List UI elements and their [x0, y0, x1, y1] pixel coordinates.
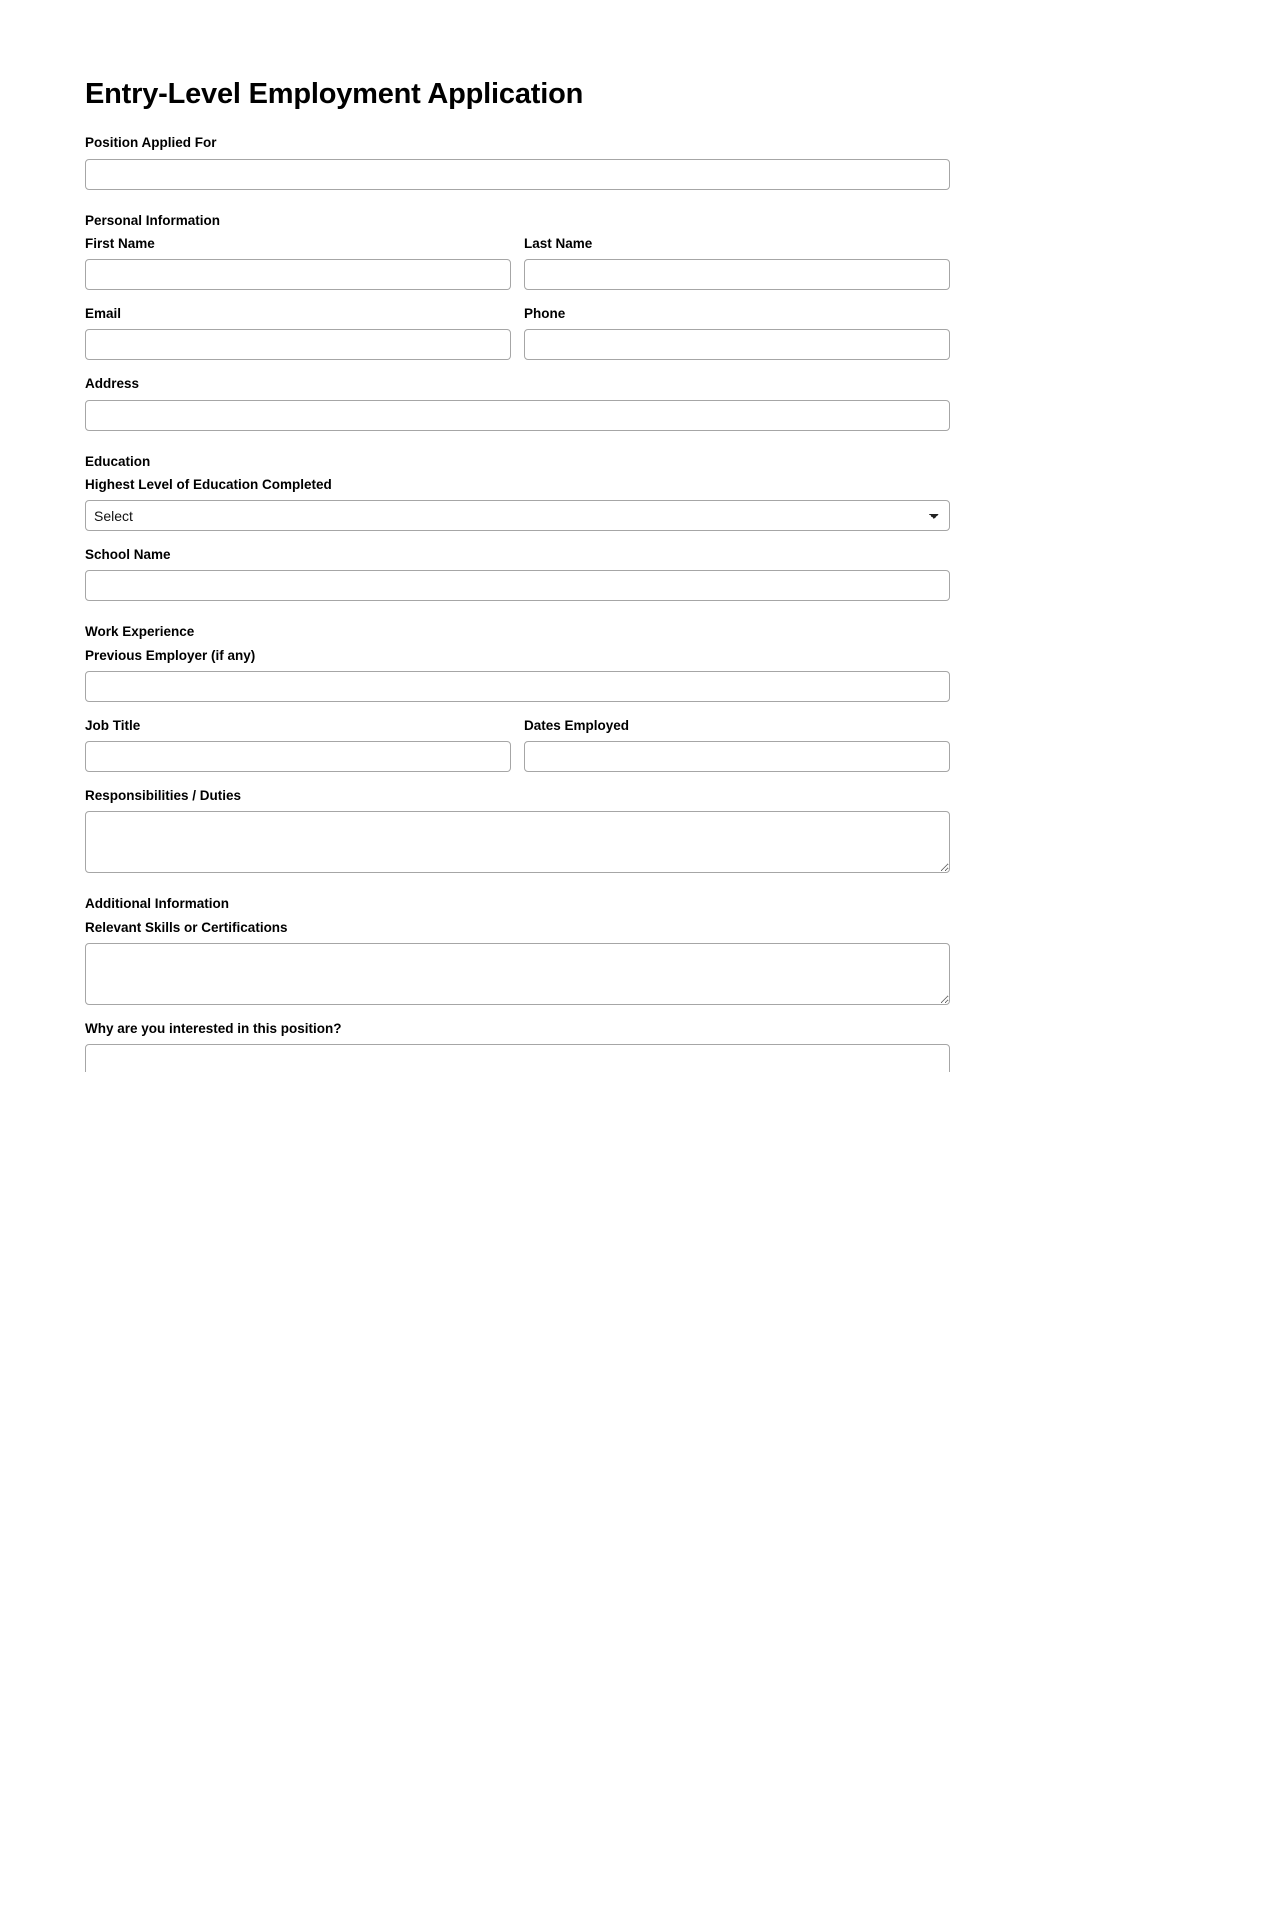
responsibilities-label: Responsibilities / Duties: [85, 788, 242, 803]
spacer: [85, 360, 950, 371]
previous-employer-input[interactable]: [85, 671, 950, 702]
field-responsibilities: [85, 786, 950, 873]
phone-input[interactable]: [524, 329, 950, 360]
field-last-name: [524, 234, 950, 290]
field-email: [85, 304, 511, 360]
first-name-input[interactable]: [85, 259, 511, 290]
interest-reason-label: Why are you interested in this position?: [85, 1020, 342, 1036]
personal-name-row: [85, 231, 950, 290]
address-input[interactable]: [85, 400, 950, 431]
responsibilities-textarea[interactable]: [85, 811, 950, 873]
page-title: Entry-Level Employment Application: [85, 78, 584, 110]
employment-application-form: [85, 0, 950, 1072]
spacer: [85, 290, 950, 301]
position-applied-for-label: Position Applied For: [85, 135, 217, 151]
field-job-title: [85, 716, 511, 772]
personal-contact-row: [85, 301, 950, 360]
field-school-name: [85, 545, 950, 601]
relevant-skills-label: Relevant Skills or Certifications: [85, 919, 288, 935]
field-relevant-skills: [85, 918, 950, 1005]
section-education: [85, 452, 950, 602]
field-first-name: [85, 234, 511, 290]
spacer: [85, 772, 950, 783]
additional-information-heading: Additional Information: [85, 896, 229, 912]
email-input[interactable]: [85, 329, 511, 360]
field-address: [85, 374, 950, 430]
phone-label: Phone: [524, 306, 566, 321]
field-dates-employed: [524, 716, 950, 772]
email-label: Email: [85, 306, 122, 321]
relevant-skills-textarea[interactable]: [85, 943, 950, 1005]
personal-information-heading: Personal Information: [85, 212, 221, 228]
school-name-label: School Name: [85, 547, 171, 562]
section-position-applied-for: [85, 133, 950, 189]
school-name-input[interactable]: [85, 570, 950, 601]
job-title-input[interactable]: [85, 741, 511, 772]
spacer: [85, 1005, 950, 1016]
spacer: [85, 702, 950, 713]
education-level-select[interactable]: [85, 500, 950, 531]
last-name-label: Last Name: [524, 235, 593, 251]
dates-employed-input[interactable]: [524, 741, 950, 772]
section-work-experience: [85, 622, 950, 873]
education-level-label: Highest Level of Education Completed: [85, 476, 332, 492]
education-heading: Education: [85, 453, 151, 469]
section-additional-information: [85, 894, 950, 1072]
field-education-level: [85, 475, 950, 531]
section-personal-information: [85, 211, 950, 431]
job-title-label: Job Title: [85, 717, 141, 733]
field-position-applied-for: [85, 133, 950, 189]
dates-employed-label: Dates Employed: [524, 717, 630, 733]
work-job-row: [85, 713, 950, 772]
field-phone: [524, 304, 950, 360]
address-label: Address: [85, 376, 140, 392]
interest-reason-textarea[interactable]: [85, 1044, 950, 1072]
position-applied-for-input[interactable]: [85, 159, 950, 190]
previous-employer-label: Previous Employer (if any): [85, 647, 256, 663]
work-experience-heading: Work Experience: [85, 624, 195, 640]
field-interest-reason: [85, 1019, 950, 1072]
first-name-label: First Name: [85, 235, 155, 251]
last-name-input[interactable]: [524, 259, 950, 290]
field-previous-employer: [85, 646, 950, 702]
spacer: [85, 531, 950, 542]
